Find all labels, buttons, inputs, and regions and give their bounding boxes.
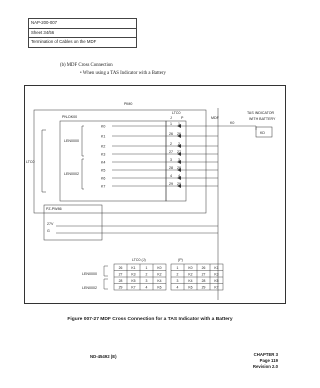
doc-id: NAP-200-007 bbox=[29, 19, 136, 29]
table-cell: 2 bbox=[176, 272, 179, 277]
footer-chapter-block bbox=[253, 352, 278, 370]
footer-chapter: CHAPTER 3 bbox=[253, 352, 278, 357]
table-cell: K3 bbox=[214, 272, 219, 277]
pin-label-p: 3 bbox=[178, 158, 180, 162]
table-cell: 27 bbox=[118, 272, 123, 277]
pn-card-box bbox=[60, 121, 166, 201]
table-cell: 1 bbox=[176, 266, 179, 270]
table-cell: K2 bbox=[188, 272, 193, 277]
footer-revision: Revision 2.0 bbox=[252, 364, 278, 369]
table-cell: 3 bbox=[176, 279, 179, 283]
lower-p-label: (P) bbox=[178, 258, 183, 262]
lower-ltc-label: LTC0 (J) bbox=[132, 258, 146, 262]
pin-label-p: 26 bbox=[177, 132, 181, 136]
table-cell: 1 bbox=[145, 266, 148, 270]
pin-label: 4 bbox=[170, 174, 172, 178]
kd-label: KD bbox=[260, 131, 265, 135]
figure-caption: Figure 007-27 MDF Cross Connection for a TAS Indicator with a Battery bbox=[67, 317, 233, 322]
table-cell: 26 bbox=[201, 266, 206, 270]
k-label: K6 bbox=[101, 176, 106, 181]
table-cell: K4 bbox=[188, 279, 193, 283]
pin-label-p: 29 bbox=[177, 182, 181, 186]
table-cell: K3 bbox=[131, 272, 136, 277]
table-cell: 2 bbox=[145, 272, 148, 277]
tas-line1: TAS INDICATOR bbox=[247, 111, 275, 115]
table-cell: K6 bbox=[188, 285, 193, 290]
pin-label: 3 bbox=[170, 158, 172, 162]
pin-label: 1 bbox=[170, 122, 172, 126]
ltc0-label: LTC0 bbox=[172, 111, 181, 115]
section-heading: (b) MDF Cross Connection bbox=[60, 63, 113, 68]
pim0-label: PIM0 bbox=[124, 102, 133, 106]
lower-len2: LEN0002 bbox=[82, 286, 97, 290]
k-label: K0 bbox=[101, 124, 106, 129]
pin-label: 2 bbox=[170, 142, 172, 146]
table-cell: 27 bbox=[201, 272, 206, 277]
len0-label: LEN0000 bbox=[64, 139, 79, 143]
table-cell: K0 bbox=[188, 266, 193, 270]
table-cell: 26 bbox=[118, 266, 123, 270]
v0-label: G bbox=[47, 229, 50, 233]
table-cell: 3 bbox=[145, 279, 148, 283]
k-label: K4 bbox=[101, 160, 106, 165]
footer-doc-number: ND-45492 (E) bbox=[90, 354, 117, 359]
ltc-side-label: LTC0 bbox=[26, 160, 35, 164]
pwr-label: PZ-PW86 bbox=[46, 207, 62, 211]
j-label: J bbox=[170, 116, 172, 120]
pin-label: 27 bbox=[169, 150, 173, 154]
k-label: K2 bbox=[101, 144, 106, 149]
k-label: K3 bbox=[101, 152, 106, 157]
k0-tag: K0 bbox=[230, 121, 235, 125]
mdf-label: MDF bbox=[211, 116, 219, 120]
table-cell: K1 bbox=[214, 266, 219, 270]
table-cell: K5 bbox=[214, 279, 219, 283]
table-cell: K5 bbox=[131, 279, 136, 283]
table-cell: 29 bbox=[201, 285, 206, 290]
pin-label: 26 bbox=[169, 132, 173, 136]
table-cell: K6 bbox=[157, 285, 162, 290]
footer-page: Page 119 bbox=[259, 358, 278, 363]
pin-label-p: 2 bbox=[178, 142, 180, 146]
pn-label: PN-DK00 bbox=[62, 115, 78, 119]
table-cell: K2 bbox=[157, 272, 162, 277]
k-label: K1 bbox=[101, 134, 106, 139]
table-cell: K7 bbox=[214, 285, 219, 290]
k-lines bbox=[112, 126, 218, 186]
bullet-text: • When using a TAS Indicator with a Battery bbox=[80, 71, 166, 76]
table-cell: K4 bbox=[157, 279, 162, 283]
v27-label: 27V bbox=[47, 222, 54, 226]
pin-label-p: 4 bbox=[178, 174, 180, 178]
table-cell: 29 bbox=[118, 285, 123, 290]
table-cell: 28 bbox=[118, 279, 123, 283]
doc-title: Termination of Cables on the MDF bbox=[31, 39, 97, 44]
k-label: K5 bbox=[101, 168, 106, 173]
k-label: K7 bbox=[101, 184, 106, 189]
pin-label: 28 bbox=[169, 166, 173, 170]
table-cell: 4 bbox=[176, 285, 179, 290]
table-cell: K1 bbox=[131, 266, 136, 270]
tas-line2: WITH BATTERY bbox=[249, 117, 276, 121]
lower-len0: LEN0000 bbox=[82, 272, 97, 276]
pin-label-p: 28 bbox=[177, 166, 181, 170]
p-label: P bbox=[181, 116, 184, 120]
table-cell: K0 bbox=[157, 266, 162, 270]
table-cell: 4 bbox=[145, 285, 148, 290]
pin-label-p: 1 bbox=[178, 122, 180, 126]
table-cell: 28 bbox=[201, 279, 206, 283]
pin-label-p: 27 bbox=[177, 150, 181, 154]
table-cell: K7 bbox=[131, 285, 136, 290]
pin-label: 29 bbox=[169, 182, 173, 186]
sheet-number: Sheet 34/56 bbox=[29, 29, 136, 39]
len2-label: LEN0002 bbox=[64, 172, 79, 176]
